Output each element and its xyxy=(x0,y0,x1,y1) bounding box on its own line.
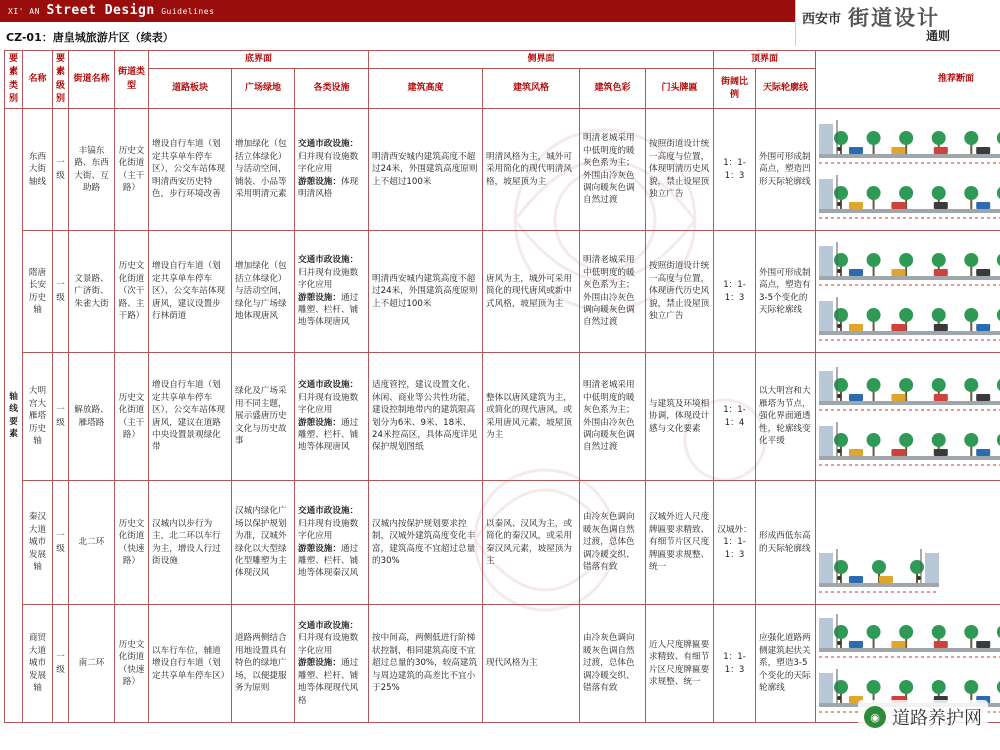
facility-a: 归并现有设施数字化应用 xyxy=(298,151,359,175)
axis-level: 一级 xyxy=(53,605,69,723)
col-building-color: 建筑色彩 xyxy=(580,69,646,109)
facilities xyxy=(295,605,369,723)
street-type: 历史文化街道（主干路） xyxy=(115,353,149,481)
wechat-icon: ◉ xyxy=(864,706,886,728)
building-style: 现代风格为主 xyxy=(483,605,580,723)
road-block: 增设自行车道（划定共享单车停车区），公交车站体现明清西安历史特色，步行环境改善 xyxy=(149,109,232,231)
section-diagram-cell xyxy=(816,353,1000,481)
logo-city: 西安市 xyxy=(802,12,842,27)
watermark-text: 道路养护网 xyxy=(892,708,982,729)
facilities xyxy=(295,231,369,353)
street-name: 北二环 xyxy=(69,481,115,605)
group-bottom: 底界面 xyxy=(149,51,369,69)
group-side: 侧界面 xyxy=(369,51,714,69)
axis-level: 一级 xyxy=(53,353,69,481)
signboard: 与建筑及环境相协调，体现设计感与文化要素 xyxy=(646,353,714,481)
facility-a-label: 交通市政设施： xyxy=(298,380,359,391)
street-name: 南二环 xyxy=(69,605,115,723)
building-color: 明清老城采用中低明度的暖灰色系为主；外围由冷灰色调向暖灰色调自然过渡 xyxy=(580,231,646,353)
axis-name: 隋唐长安历史轴 xyxy=(23,231,53,353)
table-row xyxy=(5,353,1000,481)
axis-name: 商贸大道城市发展轴 xyxy=(23,605,53,723)
signboard: 近人尺度牌匾要求精致、有细节片区尺度牌匾要求规整、统一 xyxy=(646,605,714,723)
street-section-diagram-icon xyxy=(819,610,1000,662)
facility-b-label: 游憩设施： xyxy=(298,417,341,428)
facility-b: 通过雕塑、栏杆、铺地等体现秦汉风 xyxy=(298,543,359,579)
plaza-green: 道路两侧结合用地设置具有特色的绿地广场，以便捷服务为原则 xyxy=(232,605,295,723)
plaza-green: 增加绿化（包括立体绿化）与活动空间，绿化与广场绿地体现唐风 xyxy=(232,231,295,353)
building-style: 以秦风、汉风为主，或简化的秦汉风，或采用秦汉风元素，坡屋顶为主 xyxy=(483,481,580,605)
building-style: 唐风为主，城外可采用简化的现代唐风或新中式风格，坡屋顶为主 xyxy=(483,231,580,353)
signboard: 按照街道设计统一高度与位置，体现唐代历史风貌，禁止设屋顶独立广告 xyxy=(646,231,714,353)
category-cell: 轴线要素 xyxy=(5,109,23,723)
axis-name: 大明宫大雁塔历史轴 xyxy=(23,353,53,481)
facility-b-label: 游憩设施： xyxy=(298,543,341,554)
facility-a-label: 交通市政设施： xyxy=(298,255,359,266)
section-diagram-cell xyxy=(816,481,1000,605)
building-color: 由冷灰色调向暖灰色调自然过渡，总体色调冷暖交织、错落有致 xyxy=(580,481,646,605)
signboard: 按照街道设计统一高度与位置，体现明清历史风貌，禁止设屋顶独立广告 xyxy=(646,109,714,231)
street-section-diagram-icon xyxy=(819,171,1000,223)
building-height: 明清西安城内建筑高度不超过24米，外围建筑高度原则上不超过100米 xyxy=(369,109,483,231)
facility-a: 归并现有设施数字化应用 xyxy=(298,518,359,542)
building-height: 按中间高，两侧低进行阶梯状控制，相同建筑高度不宜超过总量的30%，较高建筑与周边建筑的高差比不宜小于25% xyxy=(369,605,483,723)
facility-a-label: 交通市政设施： xyxy=(298,506,359,517)
col-street-type: 街道类型 xyxy=(115,51,149,109)
street-section-diagram-icon xyxy=(819,489,939,597)
axis-level: 一级 xyxy=(53,231,69,353)
col-level: 要素级别 xyxy=(53,51,69,109)
street-section-diagram-icon xyxy=(819,418,1000,470)
facilities xyxy=(295,353,369,481)
building-color: 明清老城采用中低明度的暖灰色系为主；外围由冷灰色调向暖灰色调自然过渡 xyxy=(580,109,646,231)
facility-b-label: 游憩设施： xyxy=(298,292,341,303)
skyline: 以大明宫和大雁塔为节点，强化界面通透性，轮廓线变化平缓 xyxy=(756,353,816,481)
street-type: 历史文化街道（次干路、主干路） xyxy=(115,231,149,353)
road-block: 以车行车位，辅道增设自行车道（划定共享单车停车区） xyxy=(149,605,232,723)
facilities xyxy=(295,109,369,231)
brand-wordmark: XI' AN Street Design Guidelines xyxy=(8,3,215,18)
skyline: 外围可形成制高点，塑造凹形天际轮廓线 xyxy=(756,109,816,231)
col-road-block: 道路板块 xyxy=(149,69,232,109)
street-name: 解放路、雁塔路 xyxy=(69,353,115,481)
street-section-diagram-icon xyxy=(819,293,1000,345)
col-plaza-green: 广场绿地 xyxy=(232,69,295,109)
building-color: 明清老城采用中低明度的暖灰色系为主；外围由冷灰色调向暖灰色调自然过渡 xyxy=(580,353,646,481)
skyline: 外围可形成制高点，塑造有3-5个变化的天际轮廓线 xyxy=(756,231,816,353)
col-street-name: 街道名称 xyxy=(69,51,115,109)
col-section: 推荐断面 xyxy=(816,51,1000,109)
axis-level: 一级 xyxy=(53,481,69,605)
street-type: 历史文化街道（快速路） xyxy=(115,481,149,605)
facility-b: 通过雕塑、栏杆、铺地等体现唐风 xyxy=(298,292,359,328)
building-height: 适度管控，建议设置文化、休闲、商业等公共性功能，建设控制地带内的建筑限高划分为6米、9米、18米、24米控高区，具体高度详见保护规划图纸 xyxy=(369,353,483,481)
signboard: 汉城外近人尺度牌匾要求精致、有细节片区尺度牌匾要求规整、统一 xyxy=(646,481,714,605)
logo-title: 街道设计 xyxy=(848,5,940,30)
facility-b: 体现明清风格 xyxy=(298,176,359,200)
building-color: 由冷灰色调向暖灰色调自然过渡，总体色调冷暖交织、错落有致 xyxy=(580,605,646,723)
street-section-diagram-icon xyxy=(819,238,1000,290)
table-row xyxy=(5,481,1000,605)
skyline: 应强化道路两侧建筑起伏关系，塑造3-5个变化的天际轮廓线 xyxy=(756,605,816,723)
watermark xyxy=(858,700,988,734)
building-style: 明清风格为主，城外可采用简化的现代明清风格，坡屋顶为主 xyxy=(483,109,580,231)
col-facilities: 各类设施 xyxy=(295,69,369,109)
plaza-green: 绿化及广场采用不同主题，展示盛唐历史文化与历史故事 xyxy=(232,353,295,481)
logo-subtitle: 通则 xyxy=(926,29,951,43)
plaza-green: 增加绿化（包括立体绿化）与活动空间，铺装、小品等采用明清元素 xyxy=(232,109,295,231)
section-diagram-cell xyxy=(816,109,1000,231)
road-block: 增设自行车道（划定共享单车停车区），公交车站体现唐风，建议在道路中央设置景观绿化带 xyxy=(149,353,232,481)
street-type: 历史文化街道（快速路） xyxy=(115,605,149,723)
facility-b: 通过雕塑、栏杆、铺地等体现现代风格 xyxy=(298,658,359,706)
facility-a: 归并现有设施数字化应用 xyxy=(298,633,359,656)
facility-a: 归并现有设施数字化应用 xyxy=(298,392,359,416)
col-building-height: 建筑高度 xyxy=(369,69,483,109)
facility-a-label: 交通市政设施： xyxy=(298,139,359,150)
building-height: 汉城内按保护规划要求控制，汉城外建筑高度变化丰富，建筑高度不宜超过总量的30% xyxy=(369,481,483,605)
plaza-green: 汉城内绿化广场以保护规划为准，汉城外绿化以大型绿化型雕塑为主体现汉风 xyxy=(232,481,295,605)
facilities xyxy=(295,481,369,605)
building-height: 明清西安城内建筑高度不超过24米，外围建筑高度原则上不超过100米 xyxy=(369,231,483,353)
skyline: 形成西低东高的天际轮廓线 xyxy=(756,481,816,605)
table-row xyxy=(5,605,1000,723)
ratio: 1：1-1：4 xyxy=(714,353,756,481)
axis-level: 一级 xyxy=(53,109,69,231)
facility-b-label: 游憩设施： xyxy=(298,176,341,187)
facility-b: 通过雕塑、栏杆、铺地等体现唐风 xyxy=(298,417,359,453)
street-type: 历史文化街道（主干路） xyxy=(115,109,149,231)
section-diagram-cell xyxy=(816,231,1000,353)
axis-name: 东西大街轴线 xyxy=(23,109,53,231)
axis-name: 秦汉大道城市发展轴 xyxy=(23,481,53,605)
street-guideline-table xyxy=(4,50,1000,723)
street-name: 丰镐东路、东西大街、互助路 xyxy=(69,109,115,231)
table-row xyxy=(5,109,1000,231)
col-ratio: 街阔比例 xyxy=(714,69,756,109)
street-name: 文景路、广济街、朱雀大街 xyxy=(69,231,115,353)
ratio: 汉城外：1：1-1：3 xyxy=(714,481,756,605)
table-row xyxy=(5,231,1000,353)
col-name: 名称 xyxy=(23,51,53,109)
building-style: 整体以唐风建筑为主，或简化的现代唐风，或采用唐风元素，坡屋顶为主 xyxy=(483,353,580,481)
ratio: 1：1-1：3 xyxy=(714,231,756,353)
road-block: 汉城内以步行为主，北二环以车行为主，增设人行过街设施 xyxy=(149,481,232,605)
col-category: 要素类别 xyxy=(5,51,23,109)
section-title: CZ-01：唐皇城旅游片区（续表） xyxy=(6,31,174,44)
facility-b-label: 游憩设施： xyxy=(298,658,341,669)
ratio: 1：1-1：3 xyxy=(714,109,756,231)
guideline-logo xyxy=(795,0,1000,46)
street-section-diagram-icon xyxy=(819,363,1000,415)
facility-a: 归并现有设施数字化应用 xyxy=(298,267,359,291)
col-signboard: 门头牌匾 xyxy=(646,69,714,109)
col-skyline: 天际轮廓线 xyxy=(756,69,816,109)
ratio: 1：1-1：3 xyxy=(714,605,756,723)
facility-a-label: 交通市政设施： xyxy=(298,620,359,631)
group-top: 顶界面 xyxy=(714,51,816,69)
street-section-diagram-icon xyxy=(819,116,1000,168)
road-block: 增设自行车道（划定共享单车停车区），公交车站体现唐风，建议设置步行林荫道 xyxy=(149,231,232,353)
col-building-style: 建筑风格 xyxy=(483,69,580,109)
